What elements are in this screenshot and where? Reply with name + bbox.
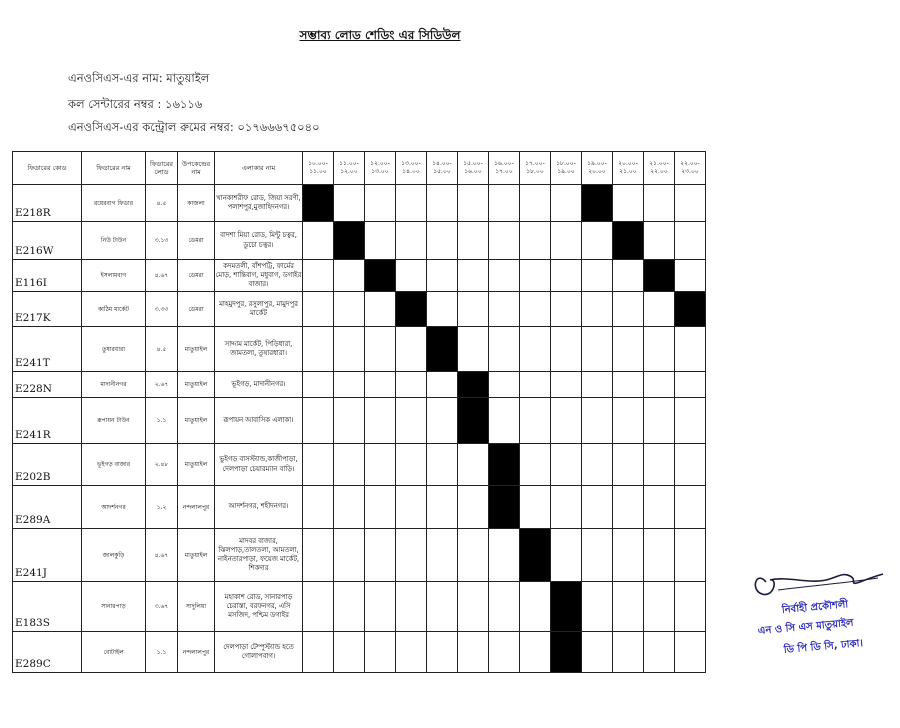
area-name: বাদশা মিয়া রোড, মিন্টু চত্বর, ডুচো চত্বর। — [215, 222, 303, 260]
shedding-slot — [675, 260, 706, 292]
shedding-slot — [334, 529, 365, 582]
feeder-code: E116I — [13, 260, 82, 292]
shedding-slot — [427, 486, 458, 529]
shedding-slot-active — [675, 292, 706, 327]
shedding-slot — [582, 529, 613, 582]
shedding-slot — [458, 444, 489, 486]
feeder-name: জালকুড়ি — [82, 529, 146, 582]
header-time-slot — [582, 152, 613, 185]
header-feeder-load: ফিডারের লোড — [146, 152, 178, 185]
shedding-slot — [427, 185, 458, 222]
shedding-slot — [613, 632, 644, 673]
feeder-load: ৪.৬৭ — [146, 529, 178, 582]
header-feeder-name: ফিডারের নাম — [82, 152, 146, 185]
time-slot-label: ১২.০০- — [370, 160, 390, 168]
shedding-slot — [582, 632, 613, 673]
shedding-slot — [427, 444, 458, 486]
feeder-load: ৩.৩৩ — [146, 292, 178, 327]
shedding-slot — [427, 529, 458, 582]
shedding-slot — [675, 185, 706, 222]
shedding-slot-active — [489, 486, 520, 529]
shedding-slot — [334, 398, 365, 444]
substation-name: ডেমরা — [178, 260, 215, 292]
shedding-slot — [365, 582, 396, 632]
shedding-slot — [396, 582, 427, 632]
header-time-slot — [675, 152, 706, 185]
feeder-name: রূপায়ন টাউন — [82, 398, 146, 444]
shedding-slot — [582, 398, 613, 444]
feeder-name: বোটাইল — [82, 632, 146, 673]
shedding-slot — [582, 372, 613, 398]
shedding-slot — [582, 327, 613, 372]
feeder-load: ১.১ — [146, 398, 178, 444]
shedding-slot — [458, 292, 489, 327]
call-center-number: কল সেন্টারের নম্বর : ১৬১১৬ — [68, 97, 203, 111]
table-row — [13, 444, 706, 486]
feeder-code: E289A — [13, 486, 82, 529]
shedding-slot — [396, 185, 427, 222]
header-feeder-code: ফিডারের কোড — [13, 152, 82, 185]
table-row — [13, 222, 706, 260]
time-slot-label: ২২.০০ — [650, 168, 668, 175]
shedding-slot-active — [551, 632, 582, 673]
header-substation-name: উপকেন্দ্রের নাম — [178, 152, 215, 185]
time-slot-label: ১৮.০০ — [526, 168, 544, 175]
shedding-slot — [334, 632, 365, 673]
feeder-code: E216W — [13, 222, 82, 260]
stamp-office: এন ও সি এস মাতুয়াইল — [757, 617, 854, 637]
feeder-load: ১.২ — [146, 486, 178, 529]
shedding-slot-active — [458, 398, 489, 444]
header-time-slot — [427, 152, 458, 185]
shedding-slot — [396, 327, 427, 372]
shedding-slot — [551, 372, 582, 398]
shedding-slot — [520, 222, 551, 260]
time-slot-label: ১১.০০ — [309, 168, 327, 175]
shedding-slot — [675, 372, 706, 398]
table-row — [13, 486, 706, 529]
shedding-slot — [396, 529, 427, 582]
shedding-slot — [489, 292, 520, 327]
shedding-slot — [520, 444, 551, 486]
shedding-slot — [582, 292, 613, 327]
feeder-name: সানারপাড় — [82, 582, 146, 632]
feeder-load: ২.৬৭ — [146, 372, 178, 398]
shedding-slot — [334, 486, 365, 529]
feeder-code: E241T — [13, 327, 82, 372]
shedding-slot — [675, 582, 706, 632]
header-time-slot — [551, 152, 582, 185]
time-slot-label: ২০.০০ — [588, 168, 606, 175]
time-slot-label: ১৭.০০ — [495, 168, 513, 175]
substation-name: মাতুয়াইল — [178, 529, 215, 582]
time-slot-label: ১৪.০০ — [402, 168, 420, 175]
time-slot-label: ২১.০০ — [619, 168, 637, 175]
shedding-slot — [303, 260, 334, 292]
shedding-slot — [458, 486, 489, 529]
shedding-slot — [675, 529, 706, 582]
shedding-slot — [365, 185, 396, 222]
feeder-name: কাঠিম মার্কেট — [82, 292, 146, 327]
shedding-slot — [644, 444, 675, 486]
time-slot-label: ১০.০০- — [308, 160, 328, 168]
shedding-slot — [458, 529, 489, 582]
table-row — [13, 529, 706, 582]
shedding-slot — [489, 372, 520, 398]
shedding-slot — [396, 444, 427, 486]
shedding-slot — [551, 260, 582, 292]
substation-name: ডেমরা — [178, 292, 215, 327]
substation-name: মাতুয়াইল — [178, 444, 215, 486]
feeder-code: E241R — [13, 398, 82, 444]
feeder-name: মাদানীনগর — [82, 372, 146, 398]
shedding-slot — [613, 292, 644, 327]
shedding-slot — [644, 529, 675, 582]
shedding-slot — [613, 444, 644, 486]
shedding-slot — [613, 260, 644, 292]
shedding-slot — [582, 260, 613, 292]
table-row — [13, 372, 706, 398]
shedding-slot — [551, 529, 582, 582]
feeder-load: ৪.৫ — [146, 185, 178, 222]
table-row — [13, 632, 706, 673]
feeder-name: রয়েরবাগ ফিডার — [82, 185, 146, 222]
shedding-slot — [613, 398, 644, 444]
feeder-load: ৩.৬৭ — [146, 582, 178, 632]
substation-name: নন্দলালপুর — [178, 632, 215, 673]
table-row — [13, 327, 706, 372]
shedding-slot — [334, 327, 365, 372]
shedding-slot — [520, 632, 551, 673]
shedding-slot — [334, 260, 365, 292]
table-row — [13, 260, 706, 292]
shedding-slot — [303, 222, 334, 260]
shedding-slot — [551, 292, 582, 327]
shedding-slot — [520, 486, 551, 529]
shedding-slot — [489, 260, 520, 292]
feeder-name: আদর্শনগর — [82, 486, 146, 529]
shedding-slot — [582, 444, 613, 486]
shedding-slot — [365, 486, 396, 529]
time-slot-label: ১১.০০- — [339, 160, 359, 168]
shedding-slot — [644, 486, 675, 529]
shedding-slot-active — [551, 582, 582, 632]
shedding-slot-active — [334, 222, 365, 260]
area-name: সাদ্দাম মার্কেট, পিড়িধারা, জামতলা, তুষারধারা। — [215, 327, 303, 372]
area-name: আদর্শনগর, শহীদনগর। — [215, 486, 303, 529]
shedding-slot — [489, 398, 520, 444]
shedding-slot-active — [458, 372, 489, 398]
shedding-slot — [551, 327, 582, 372]
shedding-slot — [396, 632, 427, 673]
shedding-slot — [520, 582, 551, 632]
feeder-code: E228N — [13, 372, 82, 398]
shedding-slot — [675, 327, 706, 372]
stamp-designation: নির্বাহী প্রকৌশলী — [781, 599, 849, 616]
feeder-load: ৪.৫ — [146, 327, 178, 372]
substation-name: নন্দলালপুর — [178, 486, 215, 529]
shedding-slot — [427, 398, 458, 444]
time-slot-label: ১৩.০০- — [401, 160, 421, 168]
time-slot-label: ২৩.০০ — [681, 168, 699, 175]
feeder-load: ৪.৬৭ — [146, 260, 178, 292]
header-time-slot — [489, 152, 520, 185]
shedding-slot — [644, 632, 675, 673]
shedding-slot — [458, 185, 489, 222]
shedding-slot-active — [396, 292, 427, 327]
shedding-slot — [675, 444, 706, 486]
shedding-slot-active — [365, 260, 396, 292]
shedding-slot — [613, 185, 644, 222]
shedding-slot — [303, 632, 334, 673]
shedding-slot — [644, 398, 675, 444]
shedding-slot-active — [303, 185, 334, 222]
stamp-organization: ডি পি ডি সি, ঢাকা। — [783, 638, 864, 656]
substation-name: কাজলা — [178, 185, 215, 222]
area-name: ভুইগড় বাসস্ট্যান্ড,কাজীপাড়া, দেলপাড়া চেয়ারম্যান বাড়ি। — [215, 444, 303, 486]
shedding-slot — [520, 372, 551, 398]
shedding-slot — [396, 222, 427, 260]
shedding-slot — [396, 398, 427, 444]
shedding-slot — [582, 582, 613, 632]
header-time-slot — [303, 152, 334, 185]
shedding-slot — [551, 444, 582, 486]
shedding-slot — [427, 372, 458, 398]
table-row — [13, 185, 706, 222]
feeder-code: E217K — [13, 292, 82, 327]
time-slot-label: ১৯.০০ — [557, 168, 575, 175]
substation-name: সাদুলিয়া — [178, 582, 215, 632]
shedding-slot — [613, 327, 644, 372]
shedding-slot — [520, 292, 551, 327]
shedding-slot — [644, 292, 675, 327]
shedding-slot — [613, 582, 644, 632]
shedding-slot — [303, 444, 334, 486]
header-time-slot — [365, 152, 396, 185]
shedding-slot — [489, 582, 520, 632]
time-slot-label: ১২.০০ — [340, 168, 358, 175]
substation-name: মাতুয়াইল — [178, 327, 215, 372]
shedding-slot — [427, 632, 458, 673]
table-header-row — [13, 152, 706, 185]
shedding-slot — [303, 529, 334, 582]
shedding-slot — [613, 529, 644, 582]
feeder-code: E183S — [13, 582, 82, 632]
area-name: খানকাশরীফ রোড, জিয়া সরণী, পলাশপুর,মুজাহিদনগর। — [215, 185, 303, 222]
feeder-name: তুষারধারা — [82, 327, 146, 372]
time-slot-label: ২০.০০- — [618, 160, 638, 168]
shedding-slot — [520, 327, 551, 372]
shedding-slot — [458, 222, 489, 260]
shedding-slot — [334, 372, 365, 398]
shedding-slot — [551, 222, 582, 260]
time-slot-label: ১৩.০০ — [371, 168, 389, 175]
shedding-slot — [551, 486, 582, 529]
feeder-load: ১.১ — [146, 632, 178, 673]
shedding-slot — [365, 632, 396, 673]
shedding-slot — [551, 185, 582, 222]
shedding-slot — [582, 222, 613, 260]
shedding-slot — [365, 372, 396, 398]
nocs-name: এনওসিএস-এর নাম: মাতুয়াইল — [68, 71, 210, 85]
shedding-slot-active — [489, 444, 520, 486]
header-area-name: এলাকার নাম — [215, 152, 303, 185]
shedding-slot — [613, 486, 644, 529]
feeder-code: E202B — [13, 444, 82, 486]
header-time-slot — [644, 152, 675, 185]
shedding-slot — [458, 582, 489, 632]
shedding-slot — [520, 185, 551, 222]
substation-name: মাতুয়াইল — [178, 372, 215, 398]
area-name: মাদবর বাজার, ঝিলপাড়,তালতলা, আমতলা, নাইনতারপাড়া, ফয়েজ মার্কেট, শিকদার — [215, 529, 303, 582]
time-slot-label: ১৯.০০- — [587, 160, 607, 168]
substation-name: মাতুয়াইল — [178, 398, 215, 444]
area-name: মহাকাশ রোড, সানারপাড় চেরাস্তা, বরফনগর, এসি মসজিদ, পশ্চিম ডগাইর — [215, 582, 303, 632]
shedding-slot — [551, 398, 582, 444]
substation-name: ডেমরা — [178, 222, 215, 260]
shedding-slot-active — [427, 327, 458, 372]
shedding-slot — [303, 398, 334, 444]
header-time-slot — [520, 152, 551, 185]
header-time-slot — [334, 152, 365, 185]
shedding-slot — [489, 185, 520, 222]
shedding-slot — [644, 582, 675, 632]
shedding-slot — [303, 486, 334, 529]
shedding-slot — [520, 260, 551, 292]
shedding-slot — [427, 582, 458, 632]
shedding-slot-active — [644, 260, 675, 292]
shedding-slot — [644, 222, 675, 260]
time-slot-label: ১৫.০০ — [433, 168, 451, 175]
feeder-load: ৩.১৩ — [146, 222, 178, 260]
shedding-slot — [458, 327, 489, 372]
shedding-slot — [303, 372, 334, 398]
shedding-slot-active — [613, 222, 644, 260]
shedding-slot — [396, 260, 427, 292]
shedding-slot — [303, 582, 334, 632]
shedding-slot — [644, 185, 675, 222]
shedding-slot — [644, 372, 675, 398]
feeder-code: E241J — [13, 529, 82, 582]
area-name: মাহমুদপুর, রসুলাপুর, মামুদপুর মার্কেট — [215, 292, 303, 327]
shedding-slot — [675, 486, 706, 529]
area-name: রূপায়ন আবাসিক এলাকা। — [215, 398, 303, 444]
shedding-slot — [365, 222, 396, 260]
time-slot-label: ১৭.০০- — [525, 160, 545, 168]
feeder-name: ইসলামবাগ — [82, 260, 146, 292]
shedding-slot — [613, 372, 644, 398]
shedding-slot — [396, 486, 427, 529]
time-slot-label: ২১.০০- — [649, 160, 669, 168]
feeder-code: E289C — [13, 632, 82, 673]
shedding-slot — [458, 632, 489, 673]
time-slot-label: ১৫.০০- — [463, 160, 483, 168]
page-title: সম্ভাব্য লোড শেডিং এর সিডিউল — [299, 28, 461, 42]
shedding-slot — [675, 222, 706, 260]
shedding-slot — [427, 292, 458, 327]
shedding-slot — [427, 260, 458, 292]
time-slot-label: ২২.০০- — [680, 160, 700, 168]
shedding-slot — [365, 292, 396, 327]
shedding-slot — [303, 292, 334, 327]
shedding-slot — [489, 327, 520, 372]
shedding-slot — [582, 486, 613, 529]
table-row — [13, 292, 706, 327]
shedding-slot — [427, 222, 458, 260]
shedding-slot — [675, 632, 706, 673]
table-row — [13, 398, 706, 444]
shedding-slot — [458, 260, 489, 292]
shedding-slot — [334, 185, 365, 222]
shedding-slot — [365, 529, 396, 582]
control-room-number: এনওসিএস-এর কন্ট্রোল রুমের নম্বর: ০১৭৬৬৬৭৫০৪০ — [68, 120, 320, 134]
shedding-slot — [489, 632, 520, 673]
shedding-slot — [334, 444, 365, 486]
time-slot-label: ১৬.০০- — [494, 160, 514, 168]
time-slot-label: ১৬.০০ — [464, 168, 482, 175]
table-row — [13, 582, 706, 632]
area-name: দেলপাড়া টেম্পুস্ট্যান্ড হতে গোলাপবাগ। — [215, 632, 303, 673]
shedding-slot — [520, 398, 551, 444]
shedding-slot — [334, 292, 365, 327]
feeder-code: E218R — [13, 185, 82, 222]
header-time-slot — [458, 152, 489, 185]
time-slot-label: ১৪.০০- — [432, 160, 452, 168]
area-name: কদমতলী, বাঁশপট্টি, ফার্মের মোড়, শান্তিবাগ, মধুবাগ, ডগাইর বাজার। — [215, 260, 303, 292]
shedding-slot-active — [520, 529, 551, 582]
header-time-slot — [613, 152, 644, 185]
shedding-slot — [303, 327, 334, 372]
shedding-slot — [644, 327, 675, 372]
load-shedding-table — [12, 151, 706, 673]
shedding-slot — [365, 398, 396, 444]
feeder-load: ২.৪৮ — [146, 444, 178, 486]
shedding-slot-active — [582, 185, 613, 222]
time-slot-label: ১৮.০০- — [556, 160, 576, 168]
shedding-slot — [396, 372, 427, 398]
shedding-slot — [334, 582, 365, 632]
shedding-slot — [365, 444, 396, 486]
shedding-slot — [365, 327, 396, 372]
shedding-slot — [489, 529, 520, 582]
shedding-slot — [489, 222, 520, 260]
feeder-name: নিউ টাউন — [82, 222, 146, 260]
area-name: ভূইগড়, মাদানীনগর। — [215, 372, 303, 398]
shedding-slot — [675, 398, 706, 444]
header-time-slot — [396, 152, 427, 185]
feeder-name: ভূইগড় বাজার — [82, 444, 146, 486]
